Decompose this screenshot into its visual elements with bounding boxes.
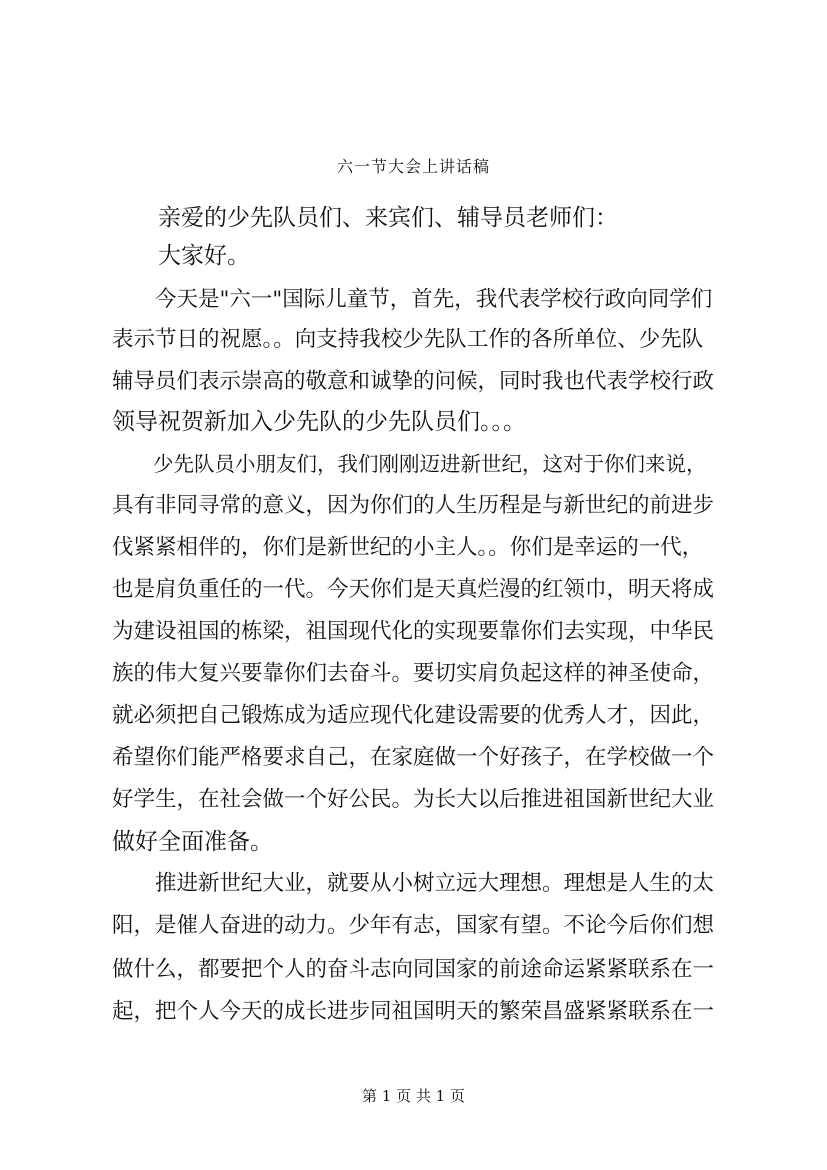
paragraph-line: 辅导员们表示崇高的敬意和诚挚的问候，同时我也代表学校行政 [112, 369, 715, 394]
paragraph-line: 就必须把自己锻炼成为适应现代化建设需要的优秀人才，因此， [112, 703, 715, 728]
document-title: 六一节大会上讲话稿 [336, 157, 490, 176]
paragraph-line: 亲爱的少先队员们、来宾们、辅导员老师们： [112, 205, 618, 231]
paragraph-line: 今天是"六一"国际儿童节，首先，我代表学校行政向同学们 [112, 287, 713, 312]
paragraph-line: 好学生，在社会做一个好公民。为长大以后推进祖国新世纪大业 [112, 787, 715, 812]
paragraph-line: 大家好。 [112, 243, 250, 269]
paragraph-line: 为建设祖国的栋梁，祖国现代化的实现要靠你们去实现，中华民 [112, 619, 715, 644]
paragraph-line: 具有非同寻常的意义，因为你们的人生历程是与新世纪的前进步 [112, 493, 715, 518]
paragraph-line: 少先队员小朋友们，我们刚刚迈进新世纪，这对于你们来说， [112, 452, 707, 476]
paragraph-line: 起，把个人今天的成长进步同祖国明天的繁荣昌盛紧紧联系在一 [112, 999, 715, 1024]
paragraph-line: 做什么，都要把个人的奋斗志向同国家的前途命运紧紧联系在一 [112, 957, 715, 982]
page-footer: 第 1 页 共 1 页 [362, 1087, 465, 1105]
paragraph-line: 表示节日的祝愿。。向支持我校少先队工作的各所单位、少先队 [112, 327, 704, 352]
paragraph-line: 希望你们能严格要求自己，在家庭做一个好孩子，在学校做一个 [112, 745, 715, 770]
paragraph-line: 伐紧紧相伴的，你们是新世纪的小主人。。你们是幸运的一代， [112, 535, 704, 560]
paragraph-line: 做好全面准备。 [112, 829, 273, 855]
paragraph-line: 推进新世纪大业，就要从小树立远大理想。理想是人生的太 [112, 871, 715, 896]
paragraph-line: 也是肩负重任的一代。今天你们是天真烂漫的红领巾，明天将成 [112, 577, 715, 602]
paragraph-line: 族的伟大复兴要靠你们去奋斗。要切实肩负起这样的神圣使命， [112, 661, 715, 686]
paragraph-line: 领导祝贺新加入少先队的少先队员们。。。 [112, 409, 526, 435]
paragraph-line: 阳，是催人奋进的动力。少年有志，国家有望。不论今后你们想 [112, 913, 715, 938]
